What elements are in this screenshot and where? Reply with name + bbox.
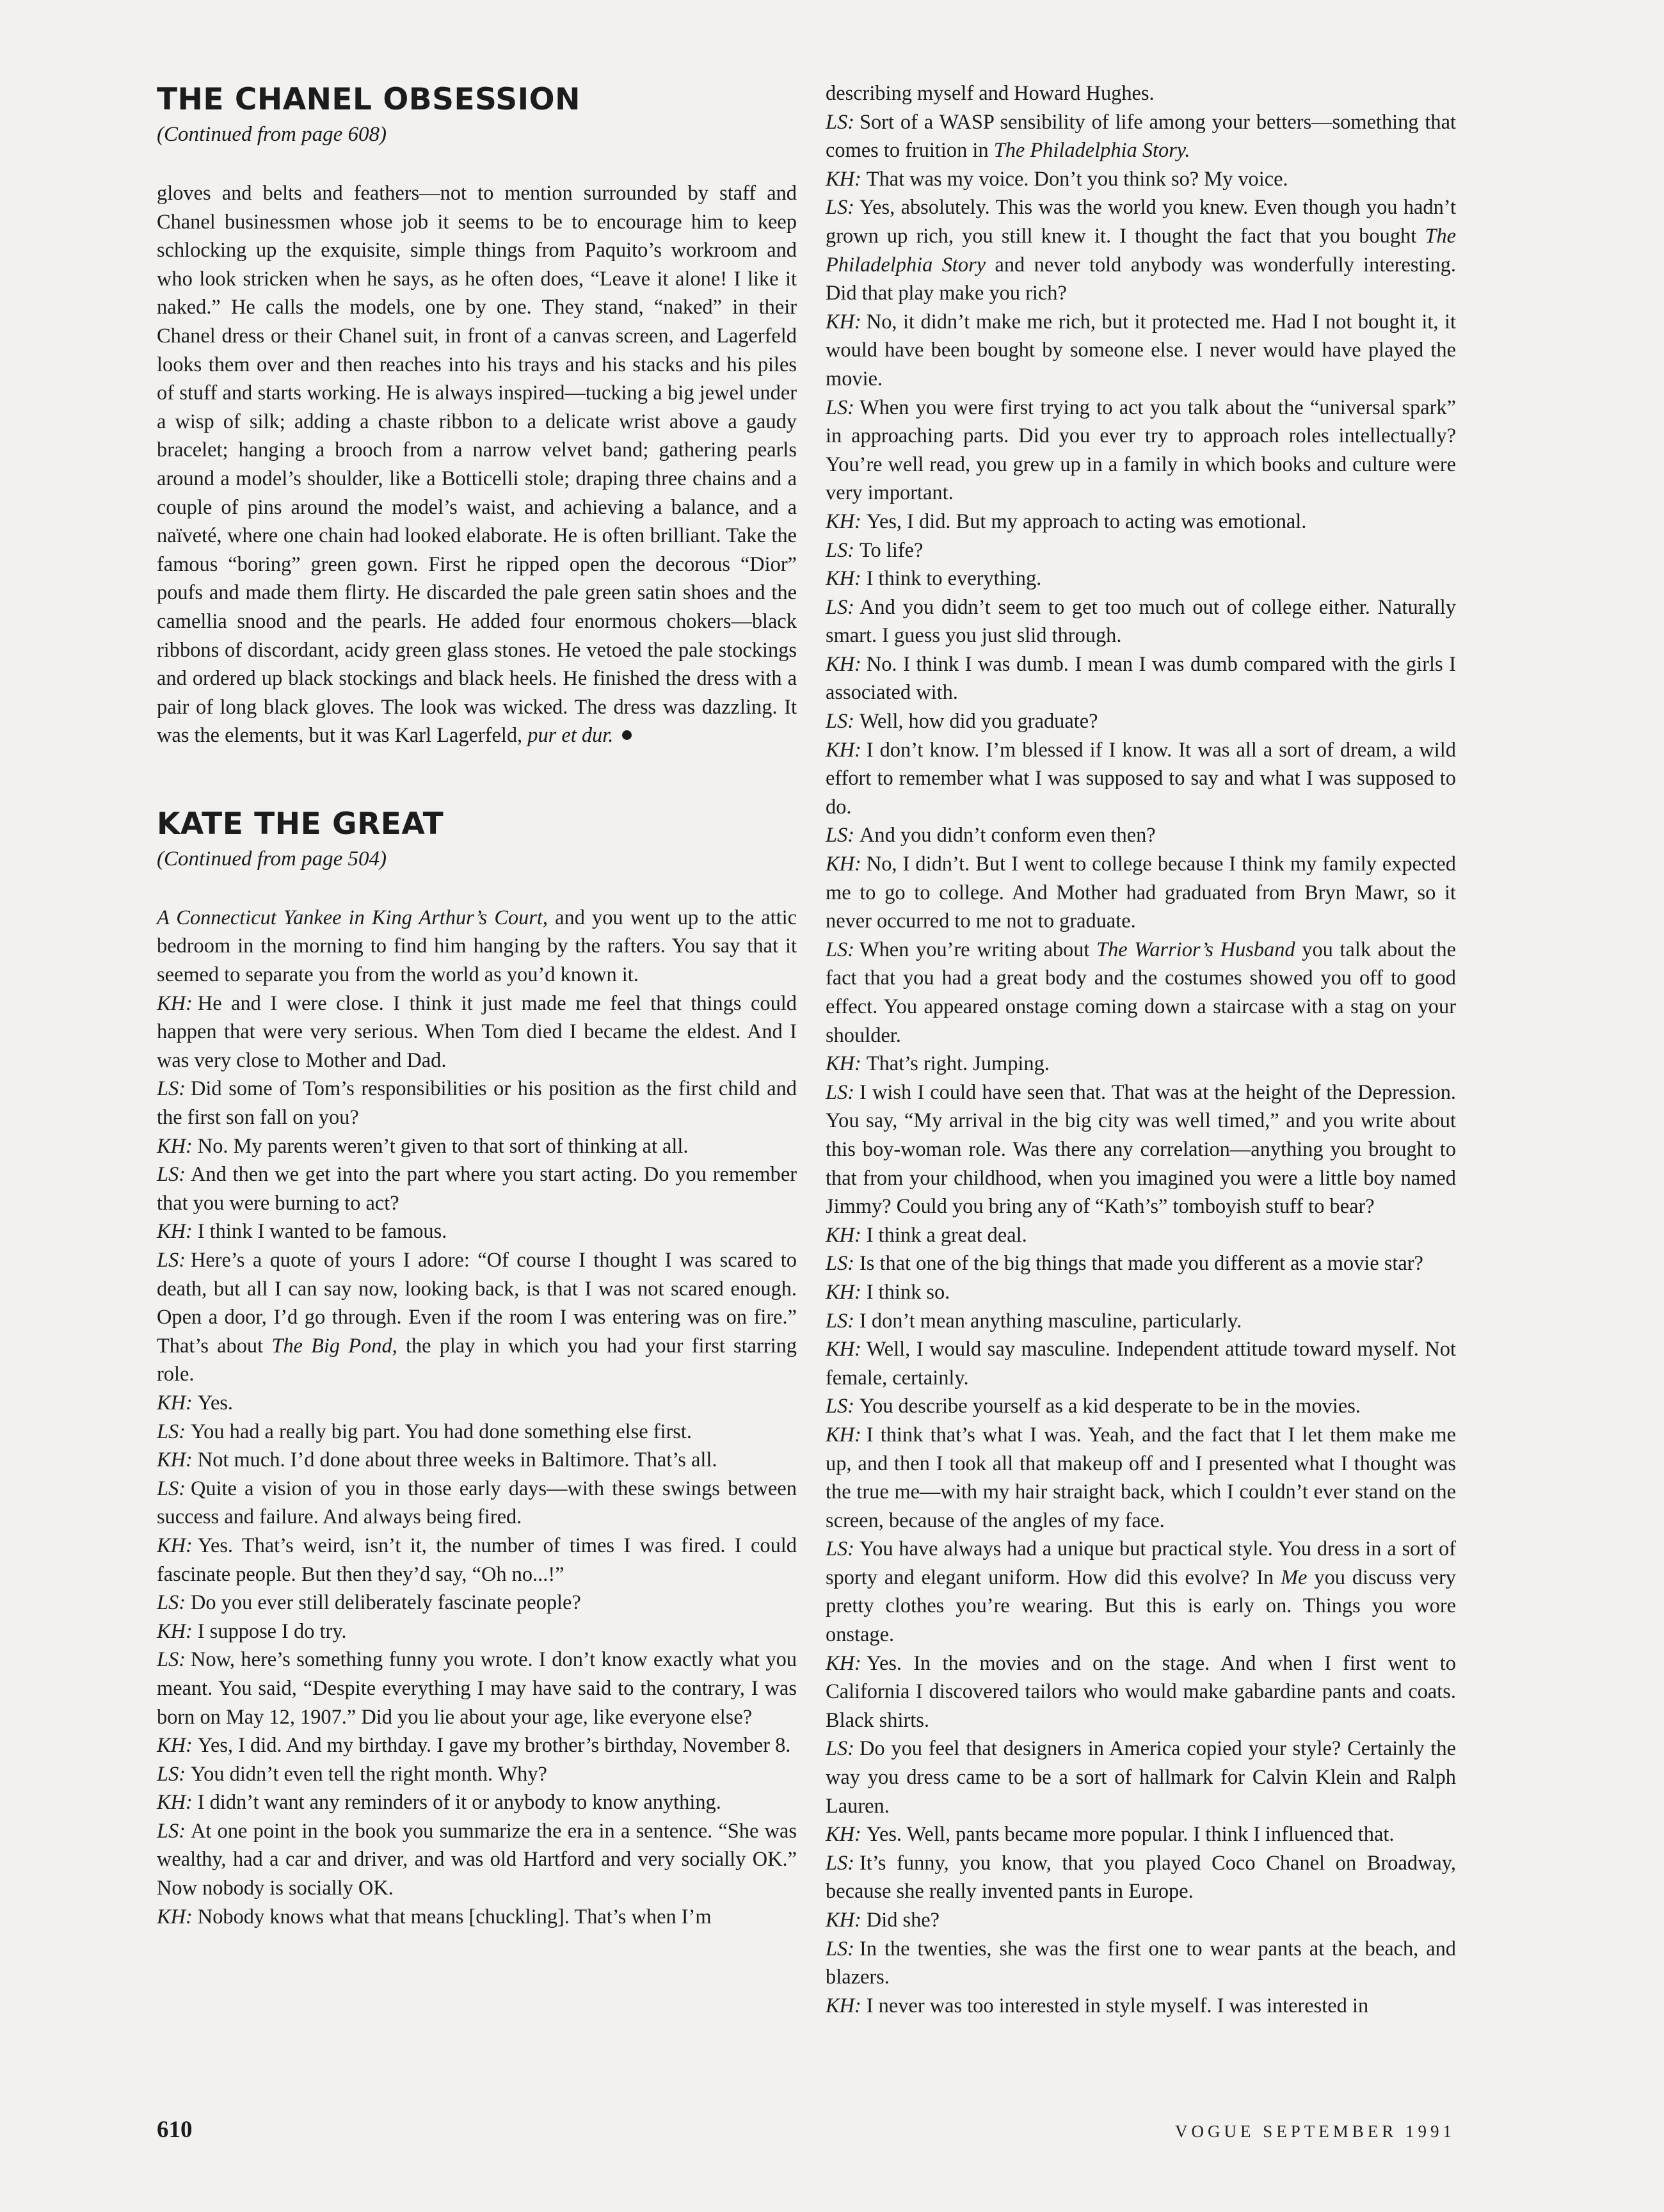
interview-line	[826, 736, 1456, 822]
interview-line	[826, 936, 1456, 1050]
interview-text: That was my voice. Don’t you think so? My voice.	[866, 167, 1288, 191]
speaker-label: LS:	[826, 824, 854, 847]
speaker-label: KH:	[826, 1280, 861, 1304]
interview-text: You didn’t even tell the right month. Why?	[191, 1762, 547, 1786]
interview-text: And then we get into the part where you start acting. Do you remember that you were burning to act?	[157, 1163, 797, 1215]
interview-line	[157, 990, 797, 1075]
interview-line	[157, 1418, 797, 1447]
interview-line	[826, 1935, 1456, 1992]
interview-text: describing myself and Howard Hughes.	[826, 82, 1155, 105]
speaker-label: KH:	[826, 509, 861, 533]
kate-intro-text: and you went up to the attic bedroom in the morning to find him hanging by the rafters. You say that it seemed to separate you from the world as you’d known it.	[157, 906, 797, 987]
interview-text: In the twenties, she was the first one to wear pants at the beach, and blazers.	[826, 1937, 1456, 1989]
speaker-label: LS:	[826, 1252, 854, 1276]
interview-text: Did some of Tom’s responsibilities or his position as the first child and the first son fall on you?	[157, 1077, 797, 1130]
interview-line	[826, 1278, 1456, 1307]
interview-line	[826, 593, 1456, 650]
speaker-label: LS:	[826, 1395, 854, 1418]
interview-line	[157, 1589, 797, 1617]
interview-text: It’s funny, you know, that you played Coco Chanel on Broadway, because she really invented pants in Europe.	[826, 1851, 1456, 1903]
interview-text: No, it didn’t make me rich, but it protected me. Had I not bought it, it would have been bought by someone else. I never would have played the movie.	[826, 310, 1456, 390]
interview-text: Yes, I did. But my approach to acting was emotional.	[866, 509, 1307, 533]
interview-text-tail: the play in which you had your first starring role.	[157, 1334, 797, 1386]
interview-text: Nobody knows what that means [chuckling]. That’s when I’m	[197, 1905, 712, 1928]
speaker-label: LS:	[157, 1420, 186, 1443]
speaker-label: KH:	[157, 1734, 193, 1758]
interview-line	[157, 1160, 797, 1217]
interview-text: And you didn’t conform even then?	[860, 824, 1156, 847]
interview-line	[157, 1646, 797, 1731]
interview-text: At one point in the book you summarize the era in a sentence. “She was wealthy, had a car and driver, and was old Hartford and very socially OK.” Now nobody is socially OK.	[157, 1819, 797, 1900]
work-title: Me	[1281, 1566, 1308, 1589]
interview-line	[826, 1849, 1456, 1906]
interview-line	[826, 565, 1456, 593]
interview-text: Did she?	[866, 1909, 940, 1932]
interview-text: Not much. I’d done about three weeks in Baltimore. That’s all.	[197, 1448, 717, 1472]
work-title: The Philadelphia Story	[826, 224, 1456, 276]
speaker-label: KH:	[826, 567, 861, 591]
interview-line	[157, 1475, 797, 1532]
speaker-label: KH:	[826, 1994, 861, 2017]
speaker-label: KH:	[826, 1423, 861, 1447]
interview-line	[157, 1817, 797, 1903]
left-interview	[157, 990, 797, 1932]
speaker-label: LS:	[826, 110, 854, 134]
interview-text: Yes.	[197, 1391, 234, 1415]
interview-line	[826, 1307, 1456, 1336]
speaker-label: KH:	[826, 167, 861, 191]
interview-text: Is that one of the big things that made you different as a movie star?	[860, 1252, 1423, 1276]
speaker-label: KH:	[157, 1134, 193, 1158]
interview-text: I didn’t want any reminders of it or anybody to know anything.	[197, 1791, 721, 1815]
interview-text: He and I were close. I think it just made me feel that things could happen that were very serious. When Tom died I became the eldest. And I was very close to Mother and Dad.	[157, 991, 797, 1072]
interview-line	[826, 821, 1456, 850]
interview-line	[826, 850, 1456, 936]
interview-line	[826, 1649, 1456, 1735]
interview-text: And you didn’t seem to get too much out of college either. Naturally smart. I guess you just slid through.	[826, 595, 1456, 648]
interview-line	[157, 1075, 797, 1132]
interview-line	[157, 1389, 797, 1418]
interview-line	[157, 1132, 797, 1161]
interview-line	[826, 79, 1456, 108]
interview-text: When you’re writing about	[860, 938, 1090, 961]
speaker-label: KH:	[157, 991, 193, 1015]
interview-text: Yes, I did. And my birthday. I gave my brother’s birthday, November 8.	[197, 1734, 791, 1758]
interview-line	[826, 108, 1456, 165]
interview-line	[826, 707, 1456, 736]
interview-text: I never was too interested in style myself. I was interested in	[866, 1994, 1369, 2017]
interview-line	[157, 1617, 797, 1646]
speaker-label: LS:	[826, 1851, 854, 1875]
interview-line	[826, 1249, 1456, 1278]
interview-line	[826, 1050, 1456, 1078]
interview-text: Now, here’s something funny you wrote. I don’t know exactly what you meant. You said, “Despite everything I may have said to the contrary, I was born on May 12, 1907.” Did you lie about your age, like everyone else?	[157, 1648, 797, 1729]
interview-text: I think I wanted to be famous.	[197, 1220, 447, 1244]
interview-line	[826, 1535, 1456, 1649]
work-title: The Philadelphia Story.	[993, 139, 1190, 163]
speaker-label: LS:	[157, 1762, 186, 1786]
speaker-label: KH:	[826, 1338, 861, 1361]
interview-text: Yes. Well, pants became more popular. I think I influenced that.	[866, 1823, 1395, 1847]
interview-line	[157, 1532, 797, 1589]
speaker-label: LS:	[157, 1591, 186, 1615]
page-number: 610	[157, 2117, 193, 2143]
speaker-label: LS:	[157, 1077, 186, 1101]
interview-text: Do you ever still deliberately fascinate people?	[191, 1591, 581, 1615]
interview-text: Yes. In the movies and on the stage. And when I first went to California I discovered tailors who would make gabardine pants and coats. Black shirts.	[826, 1651, 1456, 1732]
kate-intro	[157, 904, 797, 990]
speaker-label: KH:	[826, 1823, 861, 1847]
interview-line	[826, 1906, 1456, 1935]
speaker-label: KH:	[826, 1052, 861, 1076]
speaker-label: KH:	[826, 1651, 861, 1675]
interview-text: Here’s a quote of yours I adore: “Of course I thought I was scared to death, but all I can say now, looking back, is that I was not scared enough. Open a door, I’d go through. Even if the room I was entering was on fire.” That’s about	[157, 1249, 797, 1358]
speaker-label: KH:	[157, 1448, 193, 1472]
interview-text: I don’t know. I’m blessed if I know. It was all a sort of dream, a wild effort to remember what I was supposed to say and what I was supposed to do.	[826, 738, 1456, 819]
interview-text: I suppose I do try.	[197, 1619, 347, 1643]
speaker-label: LS:	[157, 1163, 186, 1187]
chanel-headline: THE CHANEL OBSESSION	[157, 82, 580, 117]
interview-line	[826, 508, 1456, 536]
interview-line	[157, 1731, 797, 1760]
interview-text: You have always had a unique but practical style. You dress in a sort of sporty and elegant uniform. How did this evolve? In	[826, 1537, 1456, 1589]
interview-text: No, I didn’t. But I went to college because I think my family expected me to go to college. And Mother had graduated from Bryn Mawr, so it never occurred to me not to graduate.	[826, 853, 1456, 933]
interview-line	[826, 1735, 1456, 1820]
interview-text-tail: you talk about the fact that you had a great body and the costumes showed you off to good effect. You appeared onstage coming down a staircase with a stag on your shoulder.	[826, 938, 1456, 1047]
speaker-label: KH:	[826, 853, 861, 876]
chanel-body-text: gloves and belts and feathers—not to mention surrounded by staff and Chanel businessmen whose job it seems to be to encourage him to keep schlocking up the exquisite, simple things from Paquito’s workroom and who look stricken when he says, as he often does, “Leave it alone! I like it naked.” He calls the models, one by one. They stand, “naked” in their Chanel dress or their Chanel suit, in front of a canvas screen, and Lagerfeld looks them over and then reaches into his trays and his stacks and his piles of stuff and starts working. He is always inspired—tucking a big jewel under a wisp of silk; adding a chaste ribbon to a delicate wrist above a gaudy bracelet; hanging a brooch from a narrow velvet band; gathering pearls around a model’s shoulder, like a Botticelli stole; draping three chains and a couple of pins around the model’s waist, and achieving a balance, and a naïveté, where one chain had looked elaborate. He is often brilliant. Take the famous “boring” green gown. First he ripped open the decorous “Dior” poufs and made them flirty. He discarded the pale green satin shoes and the camellia snood and the pearls. He added four enormous chokers—black ribbons of discordant, acidy green glass stones. He vetoed the pale stockings and ordered up black stockings and black heels. He finished the dress with a pair of long black gloves. The look was wicked. The dress was dazzling. It was the elements, but it was Karl Lagerfeld,	[157, 182, 797, 748]
left-column	[157, 79, 797, 1931]
interview-text: You had a really big part. You had done something else first.	[191, 1420, 692, 1443]
kate-headline: KATE THE GREAT	[157, 806, 444, 842]
interview-line	[826, 308, 1456, 394]
interview-text: I think to everything.	[866, 567, 1042, 591]
interview-text-tail: and never told anybody was wonderfully interesting. Did that play make you rich?	[826, 253, 1456, 305]
kate-intro-title: A Connecticut Yankee in King Arthur’s Court,	[157, 906, 548, 929]
speaker-label: KH:	[157, 1534, 193, 1557]
speaker-label: KH:	[826, 310, 861, 333]
speaker-label: KH:	[157, 1905, 193, 1928]
speaker-label: LS:	[157, 1477, 186, 1500]
speaker-label: LS:	[826, 938, 854, 961]
interview-line	[826, 1392, 1456, 1421]
speaker-label: LS:	[157, 1249, 186, 1272]
interview-line	[826, 394, 1456, 508]
interview-line	[157, 1446, 797, 1475]
speaker-label: KH:	[157, 1391, 193, 1415]
interview-text: No. I think I was dumb. I mean I was dumb compared with the girls I associated with.	[826, 652, 1456, 705]
interview-line	[157, 1217, 797, 1246]
interview-text: Well, how did you graduate?	[860, 710, 1098, 733]
interview-line	[826, 1078, 1456, 1221]
speaker-label: KH:	[826, 738, 861, 762]
interview-text: Sort of a WASP sensibility of life among your betters—something that comes to fruition in	[826, 110, 1456, 163]
interview-line	[826, 1992, 1456, 2021]
work-title: The Big Pond,	[271, 1334, 397, 1358]
speaker-label: KH:	[157, 1791, 193, 1815]
speaker-label: LS:	[826, 1309, 854, 1333]
interview-text: I wish I could have seen that. That was at the height of the Depression. You say, “My arrival in the big city was well timed,” and you write about this boy-woman role. Was there any correlation—anything you brought to that from your childhood, when you imagined you were a little boy named Jimmy? Could you bring any of “Kath’s” tomboyish stuff to bear?	[826, 1080, 1456, 1219]
work-title: The Warrior’s Husband	[1096, 938, 1295, 961]
chanel-body	[157, 179, 797, 750]
interview-line	[826, 165, 1456, 194]
speaker-label: LS:	[826, 710, 854, 733]
interview-line	[157, 1246, 797, 1389]
folio: VOGUE SEPTEMBER 1991	[1174, 2122, 1455, 2141]
interview-text: That’s right. Jumping.	[866, 1052, 1050, 1076]
interview-line	[826, 1421, 1456, 1535]
interview-line	[157, 1903, 797, 1932]
interview-line	[826, 1221, 1456, 1250]
interview-line	[826, 1335, 1456, 1392]
kate-continued-line: (Continued from page 504)	[157, 847, 387, 870]
interview-text: You describe yourself as a kid desperate to be in the movies.	[860, 1395, 1361, 1418]
right-column	[826, 79, 1456, 2020]
chanel-ending: pur et dur.	[527, 724, 614, 748]
interview-text: No. My parents weren’t given to that sort of thinking at all.	[197, 1134, 689, 1158]
interview-line	[157, 1788, 797, 1817]
interview-line	[826, 536, 1456, 565]
interview-text: Do you feel that designers in America copied your style? Certainly the way you dress came to be a sort of hallmark for Calvin Klein and Ralph Lauren.	[826, 1737, 1456, 1818]
speaker-label: KH:	[826, 1909, 861, 1932]
interview-text: Well, I would say masculine. Independent attitude toward myself. Not female, certainly.	[826, 1338, 1456, 1390]
speaker-label: KH:	[157, 1220, 193, 1244]
interview-line	[826, 650, 1456, 707]
speaker-label: LS:	[157, 1819, 186, 1843]
speaker-label: LS:	[826, 396, 854, 419]
interview-text: I think so.	[866, 1280, 950, 1304]
interview-text: I don’t mean anything masculine, particularly.	[860, 1309, 1242, 1333]
interview-text: When you were first trying to act you talk about the “universal spark” in approaching parts. Did you ever try to approach roles intellectually? You’re well read, you grew up in a family in which books and culture were very important.	[826, 396, 1456, 505]
interview-text-tail: you discuss very pretty clothes you’re wearing. But this is early on. Things you wore onstage.	[826, 1566, 1456, 1647]
interview-line	[157, 1760, 797, 1789]
interview-text: To life?	[860, 538, 924, 562]
speaker-label: LS:	[157, 1648, 186, 1672]
speaker-label: LS:	[826, 196, 854, 220]
speaker-label: KH:	[826, 652, 861, 676]
speaker-label: KH:	[826, 1223, 861, 1247]
interview-line	[826, 193, 1456, 307]
interview-text: Yes, absolutely. This was the world you knew. Even though you hadn’t grown up rich, you still knew it. I thought the fact that you bought	[826, 196, 1456, 248]
interview-text: I think that’s what I was. Yeah, and the fact that I let them make me up, and then I took all that makeup off and I presented what I thought was the true me—with my hair straight back, which I couldn’t ever stand on the screen, because of the angles of my face.	[826, 1423, 1456, 1532]
speaker-label: LS:	[826, 1080, 854, 1104]
interview-text: I think a great deal.	[866, 1223, 1027, 1247]
interview-text: Yes. That’s weird, isn’t it, the number of times I was fired. I could fascinate people. But then they’d say, “Oh no...!”	[157, 1534, 797, 1586]
end-bullet-icon	[622, 730, 632, 740]
speaker-label: KH:	[157, 1619, 193, 1643]
speaker-label: LS:	[826, 1937, 854, 1960]
chanel-continued-line: (Continued from page 608)	[157, 123, 387, 146]
right-interview	[826, 79, 1456, 2020]
speaker-label: LS:	[826, 1537, 854, 1561]
interview-line	[826, 1820, 1456, 1849]
speaker-label: LS:	[826, 595, 854, 619]
interview-text: Quite a vision of you in those early days—with these swings between success and failure. And always being fired.	[157, 1477, 797, 1529]
speaker-label: LS:	[826, 1737, 854, 1761]
speaker-label: LS:	[826, 538, 854, 562]
